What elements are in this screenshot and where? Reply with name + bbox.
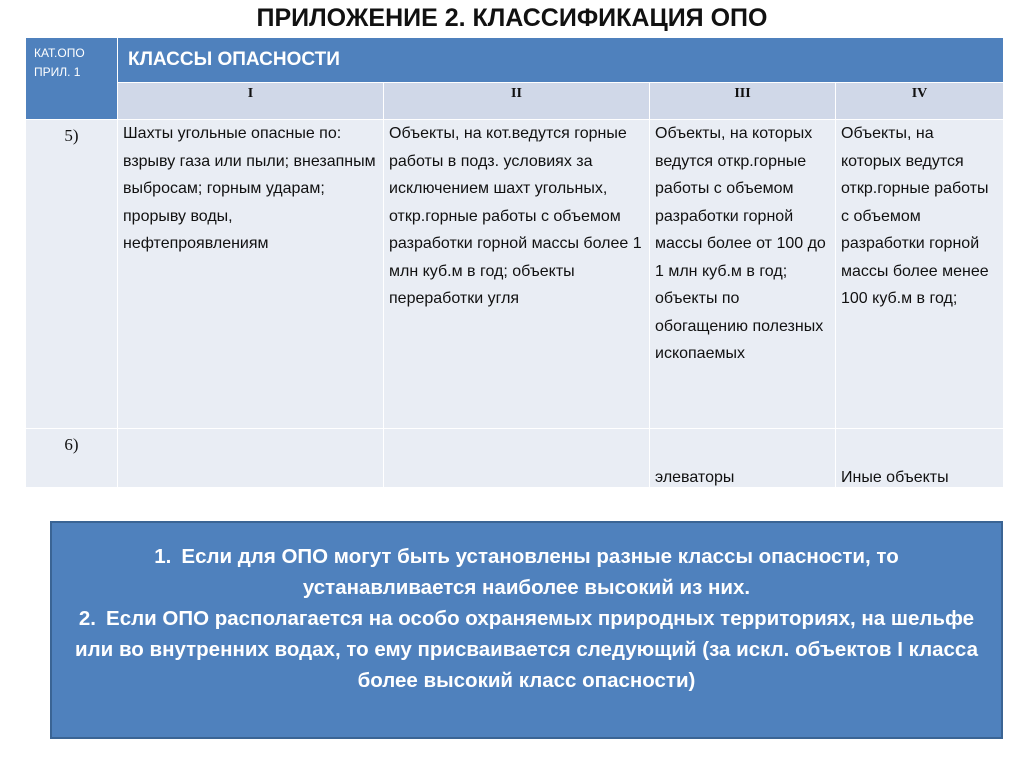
row-number: 6): [26, 429, 118, 488]
note-text: Если ОПО располагается на особо охраняемых природных территориях, на шельфе или во внутренних водах, то ему присваивается следующий (за искл. объектов I класса более высокий класс опасности): [75, 607, 978, 692]
category-header: [26, 38, 118, 120]
class-column-header: I: [118, 83, 384, 120]
table-cell: Объекты, на которых ведутся откр.горные работы с объемом разработки горной массы более от 100 до 1 млн куб.м в год; объекты по обогащению полезных ископаемых: [650, 120, 836, 429]
category-header-line2: ПРИЛ. 1: [34, 65, 81, 79]
slide-title: ПРИЛОЖЕНИЕ 2. КЛАССИФИКАЦИЯ ОПО: [256, 4, 768, 32]
table-header-row: [26, 38, 1004, 83]
class-column-header: III: [650, 83, 836, 120]
note-number: 2.: [78, 607, 97, 630]
row-number: 5): [26, 120, 118, 429]
note-number: 1.: [154, 545, 172, 568]
table-row: [26, 429, 1004, 488]
note-item: [72, 541, 981, 603]
table-cell: Объекты, на кот.ведутся горные работы в подз. условиях за исключением шахт угольных, откр.горные работы с объемом разработки горной массы более 1 млн куб.м в год; объекты переработки угля: [384, 120, 650, 429]
notes-list: [52, 523, 1001, 696]
table-row: [26, 120, 1004, 429]
note-text: Если для ОПО могут быть установлены разные классы опасности, то устанавливается наиболее высокий из них.: [181, 545, 899, 599]
category-header-line1: КАТ.ОПО: [34, 46, 85, 60]
class-column-header: II: [384, 83, 650, 120]
table-cell: [118, 429, 384, 488]
class-columns-row: [26, 83, 1004, 120]
classification-table: [25, 37, 1004, 488]
table-cell: Иные объекты: [836, 429, 1004, 488]
table-cell: Объекты, на которых ведутся откр.горные работы с объемом разработки горной массы более менее 100 куб.м в год;: [836, 120, 1004, 429]
class-column-header: IV: [836, 83, 1004, 120]
table-cell: Шахты угольные опасные по: взрыву газа или пыли; внезапным выбросам; горным ударам; прорыву воды, нефтепроявлениям: [118, 120, 384, 429]
notes-box: [50, 521, 1003, 739]
table-cell: [384, 429, 650, 488]
note-item: [72, 603, 981, 696]
hazard-classes-header: КЛАССЫ ОПАСНОСТИ: [118, 38, 1004, 83]
table-cell: элеваторы: [650, 429, 836, 488]
